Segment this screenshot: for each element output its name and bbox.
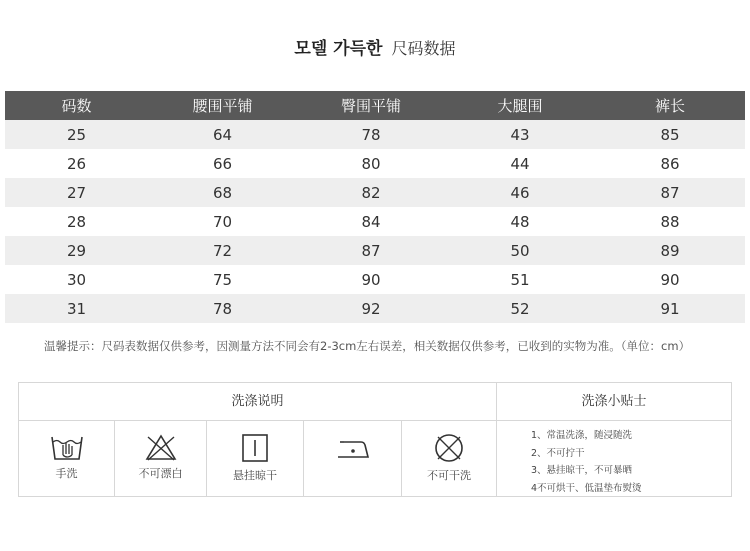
table-cell: 75 xyxy=(148,265,297,294)
table-cell: 87 xyxy=(297,236,445,265)
table-cell: 88 xyxy=(595,207,745,236)
table-cell: 31 xyxy=(5,294,148,323)
table-row xyxy=(5,149,745,178)
header-hip: 臀围平铺 xyxy=(297,91,445,120)
care-tips xyxy=(497,421,731,496)
hang-dry-icon xyxy=(238,433,272,463)
size-table xyxy=(5,91,745,323)
table-cell: 80 xyxy=(297,149,445,178)
table-cell: 51 xyxy=(445,265,595,294)
header-waist: 腰围平铺 xyxy=(148,91,297,120)
table-cell: 64 xyxy=(148,120,297,149)
header-length: 裤长 xyxy=(595,91,745,120)
table-cell: 26 xyxy=(5,149,148,178)
header-thigh: 大腿围 xyxy=(445,91,595,120)
tip-item: 4不可烘干、低温垫布熨烫 xyxy=(531,482,642,494)
page-subtitle: 尺码数据 xyxy=(391,39,456,58)
table-cell: 78 xyxy=(148,294,297,323)
table-cell: 78 xyxy=(297,120,445,149)
care-item-hang-dry xyxy=(207,421,304,496)
care-instructions xyxy=(18,382,732,497)
table-row xyxy=(5,178,745,207)
care-label: 不可干洗 xyxy=(427,469,471,482)
iron-icon xyxy=(335,433,371,461)
table-cell: 72 xyxy=(148,236,297,265)
hand-wash-icon xyxy=(50,433,84,461)
table-cell: 46 xyxy=(445,178,595,207)
no-dry-clean-icon xyxy=(432,433,466,463)
care-item-iron xyxy=(304,421,402,496)
care-label: 不可漂白 xyxy=(138,467,183,480)
table-cell: 28 xyxy=(5,207,148,236)
table-cell: 50 xyxy=(445,236,595,265)
table-row xyxy=(5,236,745,265)
tip-item: 1、常温洗涤，随浸随洗 xyxy=(531,430,633,441)
table-cell: 52 xyxy=(445,294,595,323)
table-cell: 90 xyxy=(297,265,445,294)
table-cell: 43 xyxy=(445,120,595,149)
table-cell: 27 xyxy=(5,178,148,207)
table-cell: 86 xyxy=(595,149,745,178)
care-item-no-dry-clean xyxy=(402,421,497,496)
care-label: 悬挂晾干 xyxy=(233,469,277,482)
table-cell: 84 xyxy=(297,207,445,236)
care-label: 手洗 xyxy=(55,467,78,480)
table-cell: 85 xyxy=(595,120,745,149)
table-cell: 29 xyxy=(5,236,148,265)
table-cell: 92 xyxy=(297,294,445,323)
table-cell: 82 xyxy=(297,178,445,207)
table-cell: 68 xyxy=(148,178,297,207)
tip-item: 2、不可拧干 xyxy=(531,447,585,459)
table-cell: 70 xyxy=(148,207,297,236)
table-cell: 48 xyxy=(445,207,595,236)
size-table-header xyxy=(5,91,745,120)
table-cell: 89 xyxy=(595,236,745,265)
care-item-no-bleach xyxy=(115,421,207,496)
table-cell: 91 xyxy=(595,294,745,323)
table-row xyxy=(5,120,745,149)
table-row xyxy=(5,294,745,323)
table-cell: 66 xyxy=(148,149,297,178)
table-row xyxy=(5,207,745,236)
header-size: 码数 xyxy=(5,91,148,120)
care-item-hand-wash xyxy=(19,421,115,496)
tips-header: 洗涤小贴士 xyxy=(497,383,731,421)
table-row xyxy=(5,265,745,294)
tip-item: 3、悬挂晾干，不可暴晒 xyxy=(531,465,633,476)
table-cell: 30 xyxy=(5,265,148,294)
no-bleach-icon xyxy=(144,433,178,461)
table-cell: 87 xyxy=(595,178,745,207)
page-title xyxy=(0,34,750,59)
brand-name: 모델 가득한 xyxy=(294,39,383,59)
table-cell: 25 xyxy=(5,120,148,149)
table-cell: 44 xyxy=(445,149,595,178)
care-header: 洗涤说明 xyxy=(19,383,497,421)
size-note: 温馨提示：尺码表数据仅供参考，因测量方法不同会有2-3cm左右误差，相关数据仅供参考，已收到的实物为准。（单位：cm） xyxy=(44,339,691,353)
table-cell: 90 xyxy=(595,265,745,294)
